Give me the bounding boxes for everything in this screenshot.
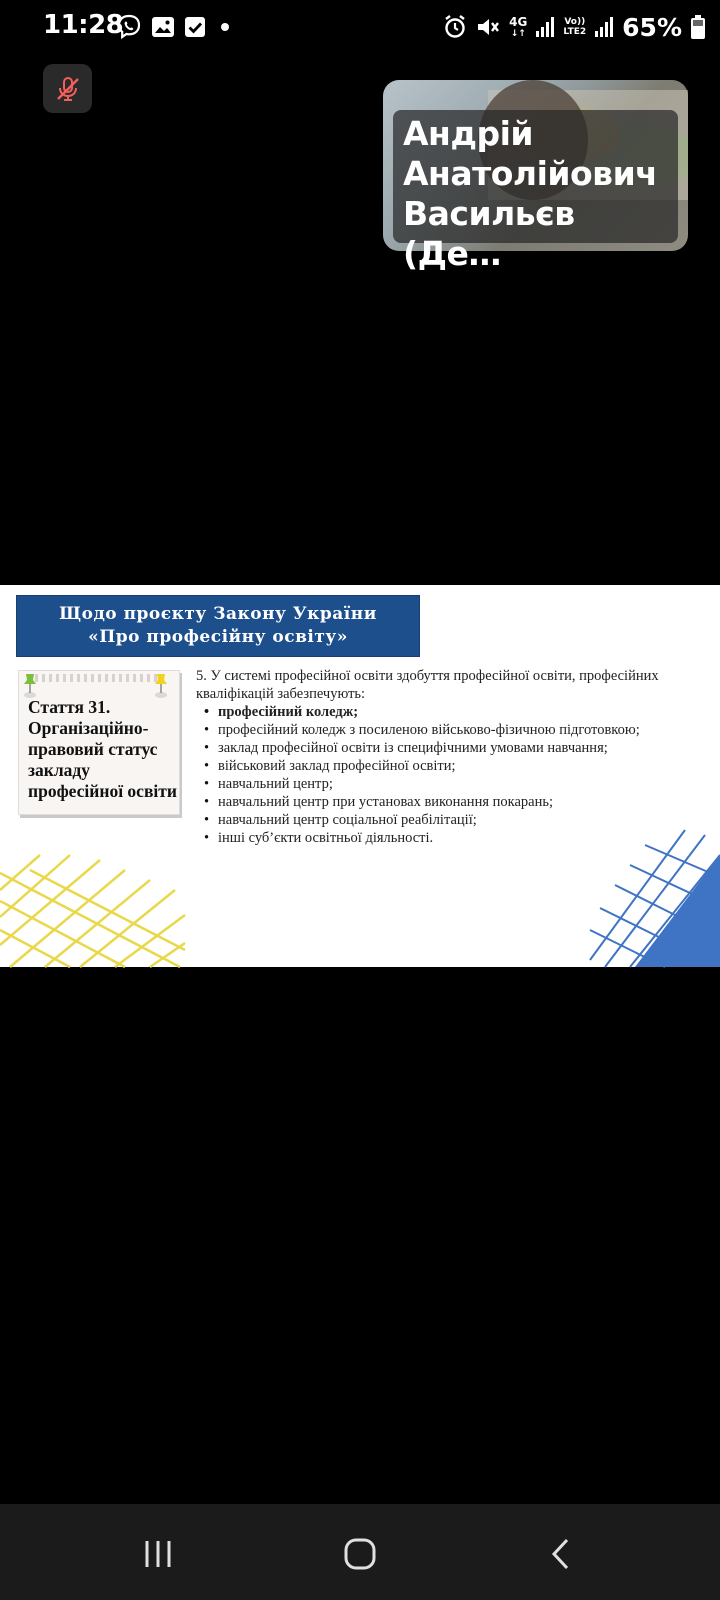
recent-apps-icon <box>141 1537 175 1571</box>
slide-body <box>196 667 711 847</box>
participant-name-overlay <box>393 110 678 273</box>
list-item: • навчальний центр; <box>218 775 711 793</box>
note-perforation <box>35 674 165 682</box>
mute-vibrate-icon <box>475 14 501 40</box>
list-item: • військовий заклад професійної освіти; <box>218 757 711 775</box>
slide-title-line1: Щодо проєкту Закону України <box>59 604 377 624</box>
list-item: • навчальний центр соціальної реабілітації; <box>218 811 711 829</box>
article-title: Стаття 31. Організаційно-правовий статус закладу професійної освіти <box>28 697 177 801</box>
participant-name: Андрій Анатолійович Васильєв (Де… <box>403 114 658 273</box>
slide-title-box <box>16 595 420 657</box>
status-bar <box>0 0 720 54</box>
participant-video-tile[interactable] <box>383 80 688 273</box>
network-volte: Vo)) LTE2 <box>563 17 587 37</box>
signal-icon <box>594 16 614 38</box>
recent-apps-button[interactable] <box>128 1534 188 1574</box>
green-pushpin-icon <box>23 672 39 698</box>
list-item: • заклад професійної освіти із специфічними умовами навчання; <box>218 739 711 757</box>
yellow-grid-decoration <box>0 855 200 967</box>
slide-title-line2: «Про професійну освіту» <box>88 627 348 647</box>
home-button[interactable] <box>330 1534 390 1574</box>
list-item: • інші суб’єкти освітньої діяльності. <box>218 829 711 847</box>
slide-intro: 5. У системі професійної освіти здобуття професійної освіти, професійних кваліфікацій забезпечують: <box>196 668 659 702</box>
network-4g: 4G ↓↑ <box>509 14 528 39</box>
battery-percent: 65% <box>622 12 682 42</box>
status-time: 11:28 <box>43 10 124 40</box>
dot-icon <box>216 14 242 40</box>
mic-muted-button[interactable] <box>43 64 92 113</box>
list-item: • навчальний центр при установах виконання покарань; <box>218 793 711 811</box>
checkbox-icon <box>182 14 208 40</box>
navigation-bar <box>0 1504 720 1600</box>
back-icon <box>545 1537 579 1571</box>
list-item: • професійний коледж з посиленою військово-фізичною підготовкою; <box>218 721 711 739</box>
gallery-icon <box>150 14 176 40</box>
battery-icon <box>690 14 706 40</box>
mic-off-icon <box>53 74 83 104</box>
home-icon <box>342 1536 378 1572</box>
viber-icon <box>116 14 142 40</box>
yellow-pushpin-icon <box>153 672 169 698</box>
back-button[interactable] <box>532 1534 592 1574</box>
alarm-icon <box>443 14 467 40</box>
shared-slide <box>0 585 720 967</box>
article-note-card <box>18 670 180 815</box>
list-item: • професійний коледж; <box>218 703 711 721</box>
blue-grid-decoration <box>590 830 720 967</box>
signal-icon <box>535 16 555 38</box>
institution-list <box>218 703 711 847</box>
